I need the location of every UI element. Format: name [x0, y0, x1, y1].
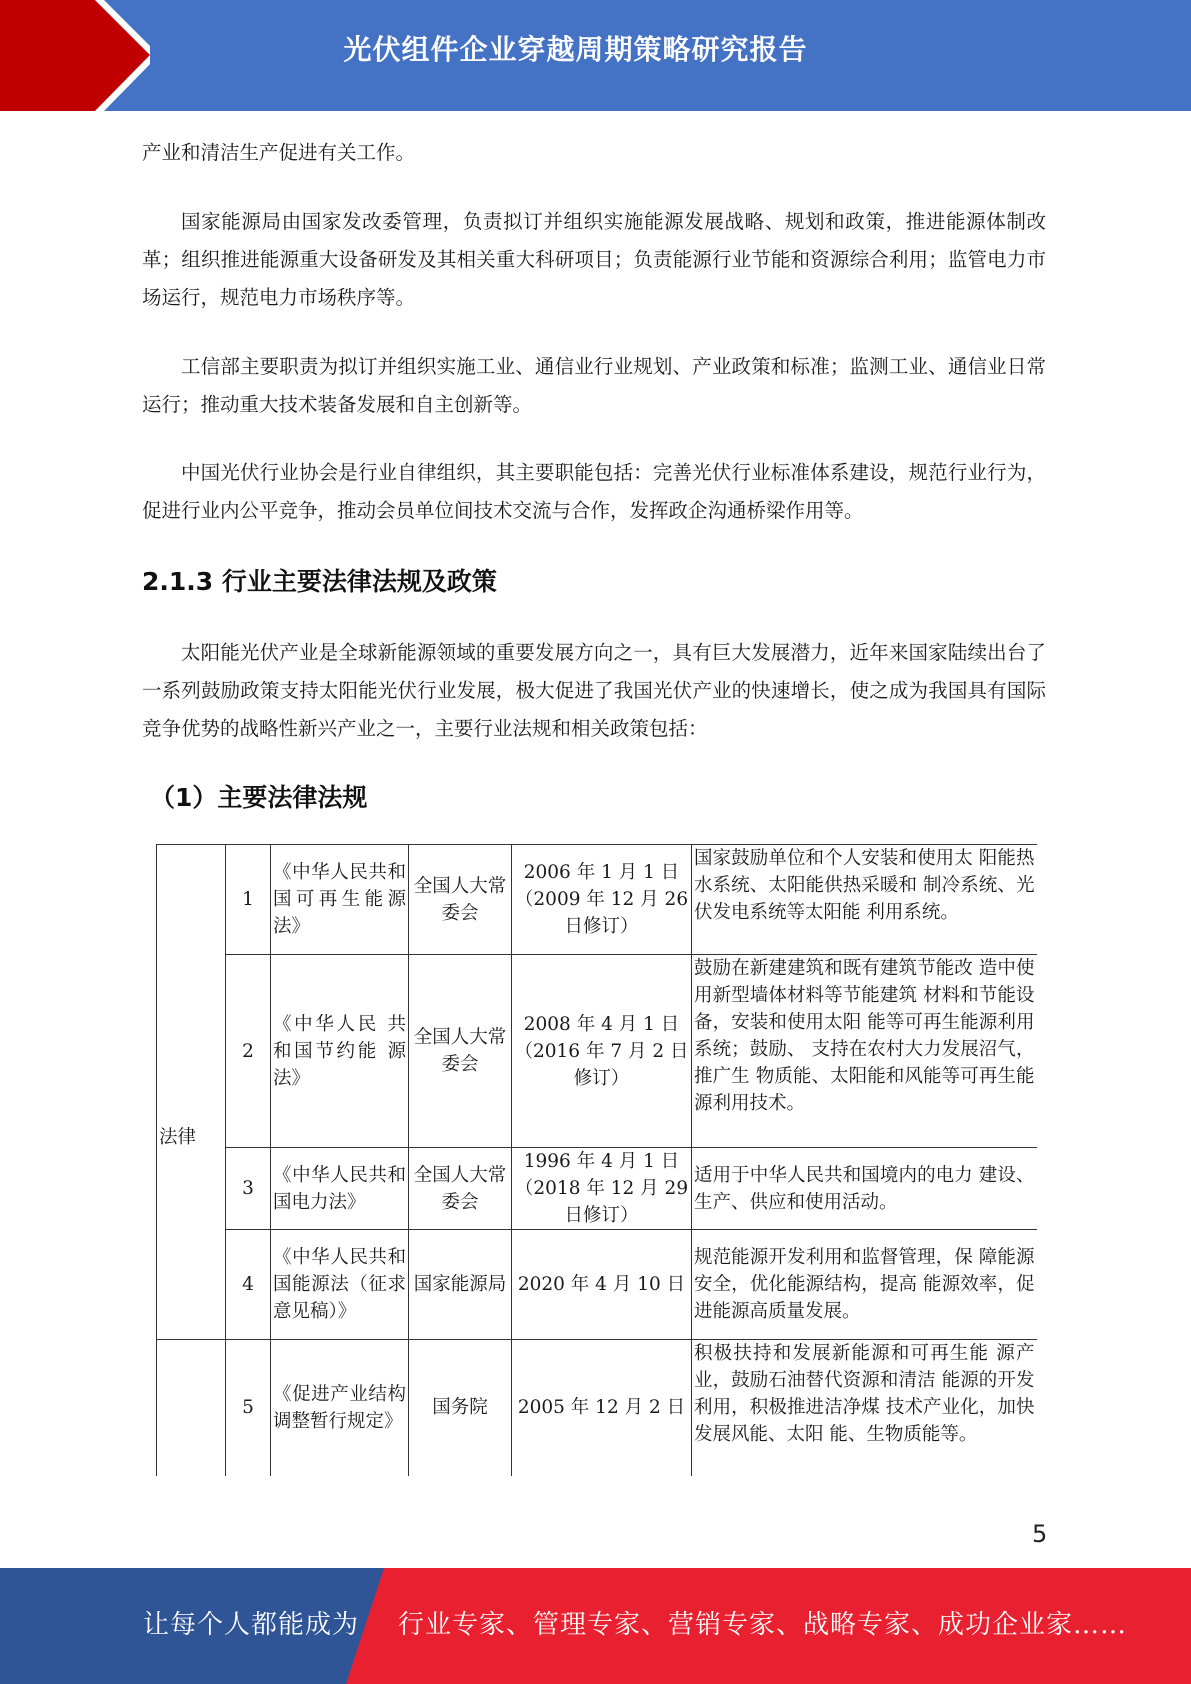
effective-date: 2005 年 12 月 2 日 [512, 1340, 692, 1476]
category-cell-empty [157, 1340, 226, 1476]
law-description: 国家鼓励单位和个人安装和使用太 阳能热水系统、太阳能供热采暖和 制冷系统、光伏发电系统等太阳能 利用系统。 [692, 845, 1037, 955]
paragraph-energy-bureau: 国家能源局由国家发改委管理，负责拟订并组织实施能源发展战略、规划和政策，推进能源体制改革；组织推进能源重大设备研发及其相关重大科研项目；负责能源行业节能和资源综合利用；监管电力市场运行，规范电力市场秩序等。 [142, 210, 1046, 309]
page-footer [0, 1568, 1191, 1684]
table-row [157, 1148, 1037, 1230]
law-description: 规范能源开发利用和监督管理，保 障能源安全，优化能源结构，提高 能源效率，促进能源高质量发展。 [692, 1230, 1037, 1340]
paragraph-continuation: 产业和清洁生产促进有关工作。 [142, 141, 416, 164]
row-number: 1 [226, 845, 271, 955]
header-red-arrow [0, 0, 150, 111]
paragraph-pv-association: 中国光伏行业协会是行业自律组织，其主要职能包括：完善光伏行业标准体系建设，规范行业行为，促进行业内公平竞争，推动会员单位间技术交流与合作，发挥政企沟通桥梁作用等。 [142, 461, 1046, 522]
law-table [156, 844, 1037, 1476]
effective-date: 1996 年 4 月 1 日（2018 年 12 月 29 日修订） [512, 1148, 692, 1230]
issuing-body: 国家能源局 [409, 1230, 512, 1340]
table-row [157, 1340, 1037, 1476]
issuing-body: 国务院 [409, 1340, 512, 1476]
effective-date: 2008 年 4 月 1 日（2016 年 7 月 2 日修订） [512, 955, 692, 1148]
law-name: 《中华人民共和国电力法》 [271, 1148, 409, 1230]
subsection-heading: （1）主要法律法规 [150, 783, 368, 812]
law-description: 适用于中华人民共和国境内的电力 建设、生产、供应和使用活动。 [692, 1148, 1037, 1230]
footer-slogan-left: 让每个人都能成为 [143, 1610, 360, 1640]
issuing-body: 全国人大常委会 [409, 1148, 512, 1230]
law-name: 《促进产业结构调整暂行规定》 [271, 1340, 409, 1476]
effective-date: 2020 年 4 月 10 日 [512, 1230, 692, 1340]
report-title: 光伏组件企业穿越周期策略研究报告 [343, 33, 808, 66]
law-name: 《中华人民 共和国节约能 源法》 [271, 955, 409, 1148]
law-name: 《中华人民共和国可再生能源法》 [271, 845, 409, 955]
issuing-body: 全国人大常委会 [409, 845, 512, 955]
paragraph-policy-intro: 太阳能光伏产业是全球新能源领域的重要发展方向之一，具有巨大发展潜力，近年来国家陆续出台了一系列鼓励政策支持太阳能光伏行业发展，极大促进了我国光伏产业的快速增长，使之成为我国具有国际竞争优势的战略性新兴产业之一，主要行业法规和相关政策包括： [142, 641, 1046, 740]
footer-slogan-right: 行业专家、管理专家、营销专家、战略专家、成功企业家…… [398, 1610, 1128, 1640]
table-row [157, 845, 1037, 955]
category-cell: 法律 [157, 845, 226, 1340]
row-number: 5 [226, 1340, 271, 1476]
row-number: 4 [226, 1230, 271, 1340]
section-heading: 2.1.3 行业主要法律法规及政策 [142, 567, 497, 596]
row-number: 3 [226, 1148, 271, 1230]
issuing-body: 全国人大常委会 [409, 955, 512, 1148]
law-name: 《中华人民共和国能源法（征求意见稿）》 [271, 1230, 409, 1340]
effective-date: 2006 年 1 月 1 日（2009 年 12 月 26 日修订） [512, 845, 692, 955]
paragraph-miit: 工信部主要职责为拟订并组织实施工业、通信业行业规划、产业政策和标准；监测工业、通信业日常运行；推动重大技术装备发展和自主创新等。 [142, 355, 1046, 416]
row-number: 2 [226, 955, 271, 1148]
table-row [157, 1230, 1037, 1340]
page-header [0, 0, 1191, 111]
page-number: 5 [1032, 1520, 1048, 1548]
law-description: 鼓励在新建建筑和既有建筑节能改 造中使用新型墙体材料等节能建筑 材料和节能设备，安装和使用太阳 能等可再生能源利用系统；鼓励、 支持在农村大力发展沼气，推广生 物质能、太阳能和风能等可再生能 源利用技术。 [692, 955, 1037, 1148]
law-description: 积极扶持和发展新能源和可再生能 源产业，鼓励石油替代资源和清洁 能源的开发利用，积极推进洁净煤 技术产业化，加快发展风能、太阳 能、生物质能等。 [692, 1340, 1037, 1476]
table-row [157, 955, 1037, 1148]
